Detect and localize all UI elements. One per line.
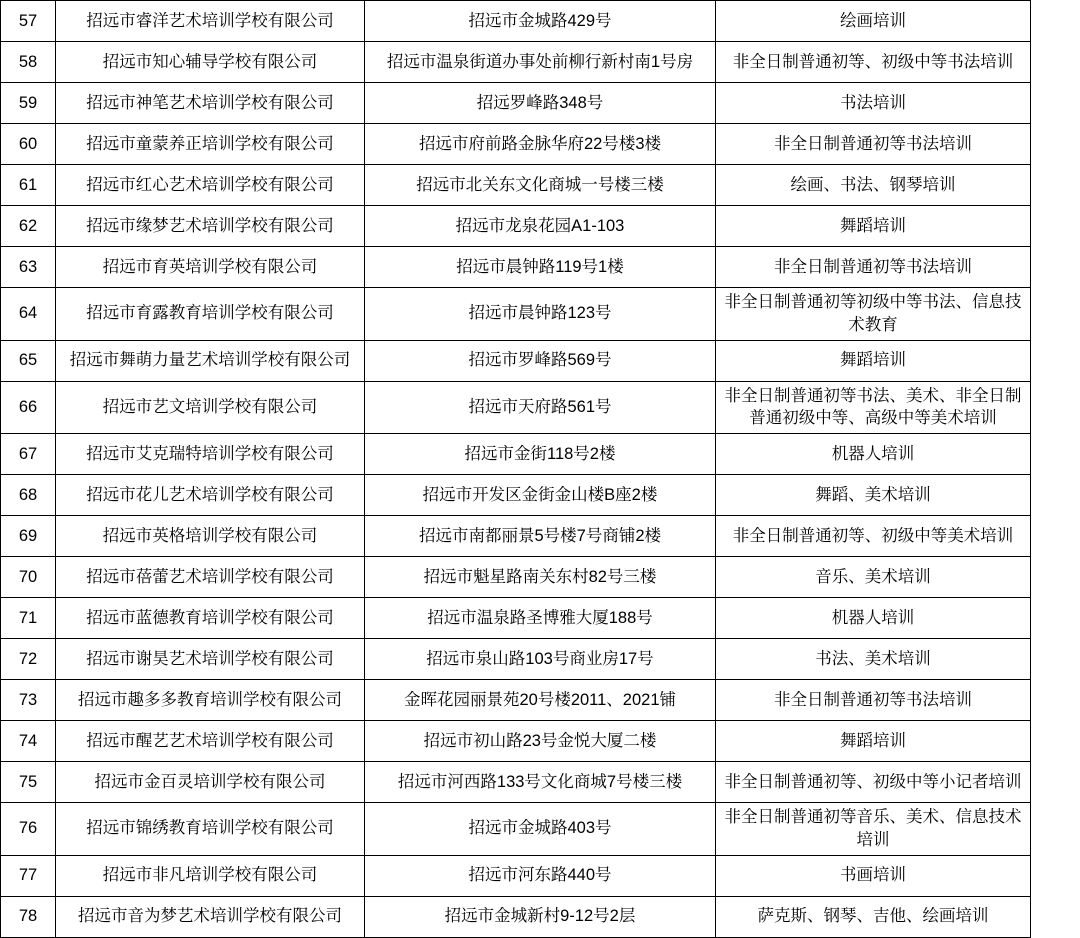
cell-institution-name: 招远市育露教育培训学校有限公司 [56,288,365,341]
table-row [1,206,1031,247]
cell-index: 61 [1,165,56,206]
cell-institution-name: 招远市知心辅导学校有限公司 [56,42,365,83]
cell-address: 招远市魁星路南关东村82号三楼 [365,557,716,598]
cell-index: 75 [1,762,56,803]
cell-address: 招远市金街118号2楼 [365,434,716,475]
cell-institution-name: 招远市舞萌力量艺术培训学校有限公司 [56,340,365,381]
cell-address: 招远市罗峰路569号 [365,340,716,381]
table-row [1,1,1031,42]
table-row [1,165,1031,206]
cell-training-scope: 非全日制普通初等、初级中等小记者培训 [716,762,1031,803]
cell-index: 77 [1,855,56,896]
cell-address: 金晖花园丽景苑20号楼2011、2021铺 [365,680,716,721]
cell-training-scope: 舞蹈培训 [716,340,1031,381]
cell-address: 招远市晨钟路119号1楼 [365,247,716,288]
table-row [1,124,1031,165]
cell-institution-name: 招远市花儿艺术培训学校有限公司 [56,475,365,516]
cell-address: 招远市北关东文化商城一号楼三楼 [365,165,716,206]
cell-institution-name: 招远市蓓蕾艺术培训学校有限公司 [56,557,365,598]
cell-training-scope: 非全日制普通初等书法培训 [716,124,1031,165]
cell-index: 57 [1,1,56,42]
cell-institution-name: 招远市艺文培训学校有限公司 [56,381,365,434]
cell-institution-name: 招远市锦绣教育培训学校有限公司 [56,803,365,856]
table-row [1,680,1031,721]
cell-training-scope: 书画培训 [716,855,1031,896]
table-row [1,803,1031,856]
cell-address: 招远市晨钟路123号 [365,288,716,341]
cell-index: 65 [1,340,56,381]
cell-institution-name: 招远市趣多多教育培训学校有限公司 [56,680,365,721]
cell-training-scope: 萨克斯、钢琴、吉他、绘画培训 [716,896,1031,937]
cell-index: 63 [1,247,56,288]
table-row [1,896,1031,937]
cell-training-scope: 舞蹈、美术培训 [716,475,1031,516]
cell-address: 招远罗峰路348号 [365,83,716,124]
cell-index: 70 [1,557,56,598]
cell-index: 64 [1,288,56,341]
table-row [1,598,1031,639]
cell-index: 73 [1,680,56,721]
cell-institution-name: 招远市谢昊艺术培训学校有限公司 [56,639,365,680]
cell-training-scope: 非全日制普通初等书法、美术、非全日制普通初级中等、高级中等美术培训 [716,381,1031,434]
cell-training-scope: 非全日制普通初等音乐、美术、信息技术培训 [716,803,1031,856]
cell-training-scope: 书法、美术培训 [716,639,1031,680]
table-row [1,855,1031,896]
cell-index: 59 [1,83,56,124]
cell-training-scope: 非全日制普通初等书法培训 [716,680,1031,721]
table-row [1,557,1031,598]
cell-address: 招远市府前路金脉华府22号楼3楼 [365,124,716,165]
cell-address: 招远市金城新村9-12号2层 [365,896,716,937]
table-row [1,434,1031,475]
cell-address: 招远市龙泉花园A1-103 [365,206,716,247]
cell-training-scope: 机器人培训 [716,598,1031,639]
cell-training-scope: 绘画培训 [716,1,1031,42]
table-row [1,762,1031,803]
table-row [1,381,1031,434]
cell-address: 招远市初山路23号金悦大厦二楼 [365,721,716,762]
table-row [1,288,1031,341]
cell-address: 招远市泉山路103号商业房17号 [365,639,716,680]
cell-index: 69 [1,516,56,557]
cell-index: 60 [1,124,56,165]
cell-address: 招远市天府路561号 [365,381,716,434]
cell-training-scope: 机器人培训 [716,434,1031,475]
cell-institution-name: 招远市缘梦艺术培训学校有限公司 [56,206,365,247]
cell-index: 67 [1,434,56,475]
cell-address: 招远市开发区金街金山楼B座2楼 [365,475,716,516]
cell-index: 78 [1,896,56,937]
table-row [1,340,1031,381]
table-row [1,83,1031,124]
cell-training-scope: 非全日制普通初等、初级中等书法培训 [716,42,1031,83]
table-row [1,721,1031,762]
cell-index: 62 [1,206,56,247]
cell-institution-name: 招远市非凡培训学校有限公司 [56,855,365,896]
cell-index: 58 [1,42,56,83]
cell-address: 招远市温泉路圣博雅大厦188号 [365,598,716,639]
cell-training-scope: 舞蹈培训 [716,206,1031,247]
cell-institution-name: 招远市睿洋艺术培训学校有限公司 [56,1,365,42]
cell-institution-name: 招远市育英培训学校有限公司 [56,247,365,288]
cell-training-scope: 绘画、书法、钢琴培训 [716,165,1031,206]
cell-index: 71 [1,598,56,639]
cell-institution-name: 招远市红心艺术培训学校有限公司 [56,165,365,206]
cell-index: 68 [1,475,56,516]
cell-index: 66 [1,381,56,434]
cell-institution-name: 招远市神笔艺术培训学校有限公司 [56,83,365,124]
cell-training-scope: 非全日制普通初等书法培训 [716,247,1031,288]
cell-institution-name: 招远市音为梦艺术培训学校有限公司 [56,896,365,937]
cell-training-scope: 非全日制普通初等、初级中等美术培训 [716,516,1031,557]
cell-institution-name: 招远市金百灵培训学校有限公司 [56,762,365,803]
table-row [1,42,1031,83]
cell-index: 76 [1,803,56,856]
cell-address: 招远市温泉街道办事处前柳行新村南1号房 [365,42,716,83]
table-row [1,475,1031,516]
cell-institution-name: 招远市童蒙养正培训学校有限公司 [56,124,365,165]
cell-address: 招远市南都丽景5号楼7号商铺2楼 [365,516,716,557]
cell-index: 74 [1,721,56,762]
cell-address: 招远市河东路440号 [365,855,716,896]
cell-training-scope: 书法培训 [716,83,1031,124]
table-row [1,516,1031,557]
cell-institution-name: 招远市艾克瑞特培训学校有限公司 [56,434,365,475]
cell-training-scope: 音乐、美术培训 [716,557,1031,598]
cell-institution-name: 招远市醒艺艺术培训学校有限公司 [56,721,365,762]
cell-institution-name: 招远市蓝德教育培训学校有限公司 [56,598,365,639]
cell-address: 招远市金城路403号 [365,803,716,856]
cell-institution-name: 招远市英格培训学校有限公司 [56,516,365,557]
cell-training-scope: 非全日制普通初等初级中等书法、信息技术教育 [716,288,1031,341]
cell-address: 招远市河西路133号文化商城7号楼三楼 [365,762,716,803]
cell-training-scope: 舞蹈培训 [716,721,1031,762]
table-body [1,1,1031,938]
table-row [1,639,1031,680]
cell-index: 72 [1,639,56,680]
table-row [1,247,1031,288]
cell-address: 招远市金城路429号 [365,1,716,42]
